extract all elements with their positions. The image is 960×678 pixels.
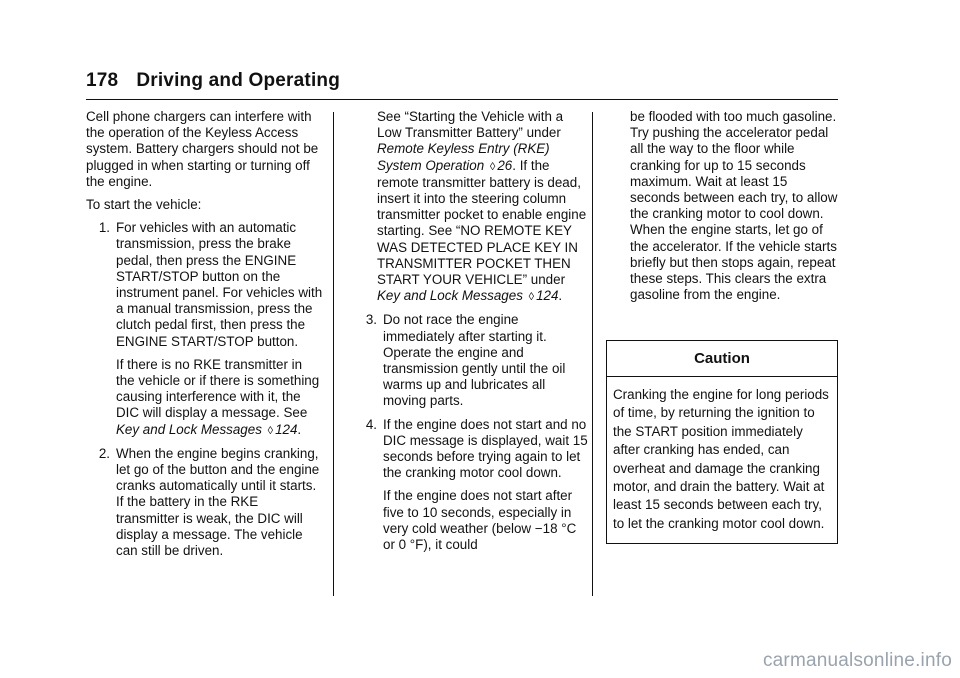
page-ref-icon: ◊ (528, 291, 535, 304)
ref-rke-system-operation[interactable]: Remote Keyless Entry (RKE) System Operation (377, 141, 550, 173)
caution-box (606, 340, 838, 544)
page-header (86, 70, 340, 92)
page-number: 178 (86, 70, 119, 91)
step-number: 3. (365, 312, 377, 328)
watermark: carmanualsonline.info (762, 650, 952, 671)
ref-key-lock-messages[interactable]: Key and Lock Messages (377, 288, 523, 304)
ref-page[interactable]: 26 (497, 157, 513, 173)
step-4-text: If the engine does not start and no DIC message is displayed, wait 15 seconds before trying again to let the cranking motor cool down. (383, 416, 588, 481)
section-title: Driving and Operating (136, 70, 341, 91)
ref-page[interactable]: 124 (275, 421, 298, 437)
intro-paragraph: Cell phone chargers can interfere with the operation of the Keyless Access system. Battery chargers should not be plugged in when starting or turning off the engine. (86, 109, 319, 189)
page-ref-icon: ◊ (267, 424, 274, 437)
step-number: 2. (98, 445, 110, 461)
column-divider-1 (333, 112, 334, 596)
step-3-text: Do not race the engine immediately after starting it. Operate the engine and transmission gently until the oil warms up and lubricates all moving parts. (383, 312, 566, 409)
step-number: 4. (365, 416, 377, 432)
header-rule (86, 99, 838, 100)
step-2-text: When the engine begins cranking, let go of the button and the engine cranks automatically until it starts. If the battery in the RKE transmitter is weak, the DIC will display a message. The vehicle can still be driven. (116, 445, 320, 559)
ref-key-lock-messages[interactable]: Key and Lock Messages (116, 421, 262, 437)
step-2 (86, 446, 324, 559)
column-3 (606, 109, 838, 310)
step-4 (353, 417, 591, 554)
step-4-note: If the engine does not start after five to 10 seconds, especially in very cold weather (below −18 °C or 0 °F), it could (383, 488, 577, 553)
column-2 (353, 109, 591, 560)
step-1-note: If there is no RKE transmitter in the vehicle or if there is something causing interference with it, the DIC will display a message. See Key and Lock Messages ◊ 124. (116, 356, 320, 437)
step-1 (86, 220, 324, 439)
step-1-text: For vehicles with an automatic transmission, press the brake pedal, then press the ENGINE START/STOP button on the instrument panel. For vehicles with a manual transmission, press the clutch pedal first, then press the ENGINE START/STOP button. (116, 220, 323, 349)
step-number: 1. (98, 220, 110, 236)
ref-page[interactable]: 124 (536, 288, 559, 304)
caution-title: Caution (607, 341, 837, 377)
start-lead: To start the vehicle: (86, 197, 202, 213)
step-4-continued: be flooded with too much gasoline. Try pushing the accelerator pedal all the way to the floor while cranking for up to 15 seconds maximum. Wait at least 15 seconds between each try, to allow the cranking motor to cool down. When the engine starts, let go of the accelerator. If the vehicle starts briefly but then stops again, repeat these steps. This clears the extra gasoline from the engine. (630, 109, 838, 303)
step-2-continued: See “Starting the Vehicle with a Low Transmitter Battery” under Remote Keyless Entry (RKE) System Operation ◊ 26. If the remote transmitter battery is dead, insert it into the steering column transmitter pocket to enable engine starting. See “NO REMOTE KEY WAS DETECTED PLACE KEY IN TRANSMITTER POCKET THEN START YOUR VEHICLE” under Key and Lock Messages ◊ 124. (377, 109, 587, 304)
step-3 (353, 312, 591, 409)
page-ref-icon: ◊ (489, 160, 496, 173)
caution-text: Cranking the engine for long periods of time, by returning the ignition to the START position immediately after cranking has ended, can overheat and damage the cranking motor, and drain the battery. Wait at least 15 seconds between each try, to let the cranking motor cool down. (613, 387, 829, 531)
column-1 (86, 109, 324, 566)
column-divider-2 (592, 112, 593, 596)
